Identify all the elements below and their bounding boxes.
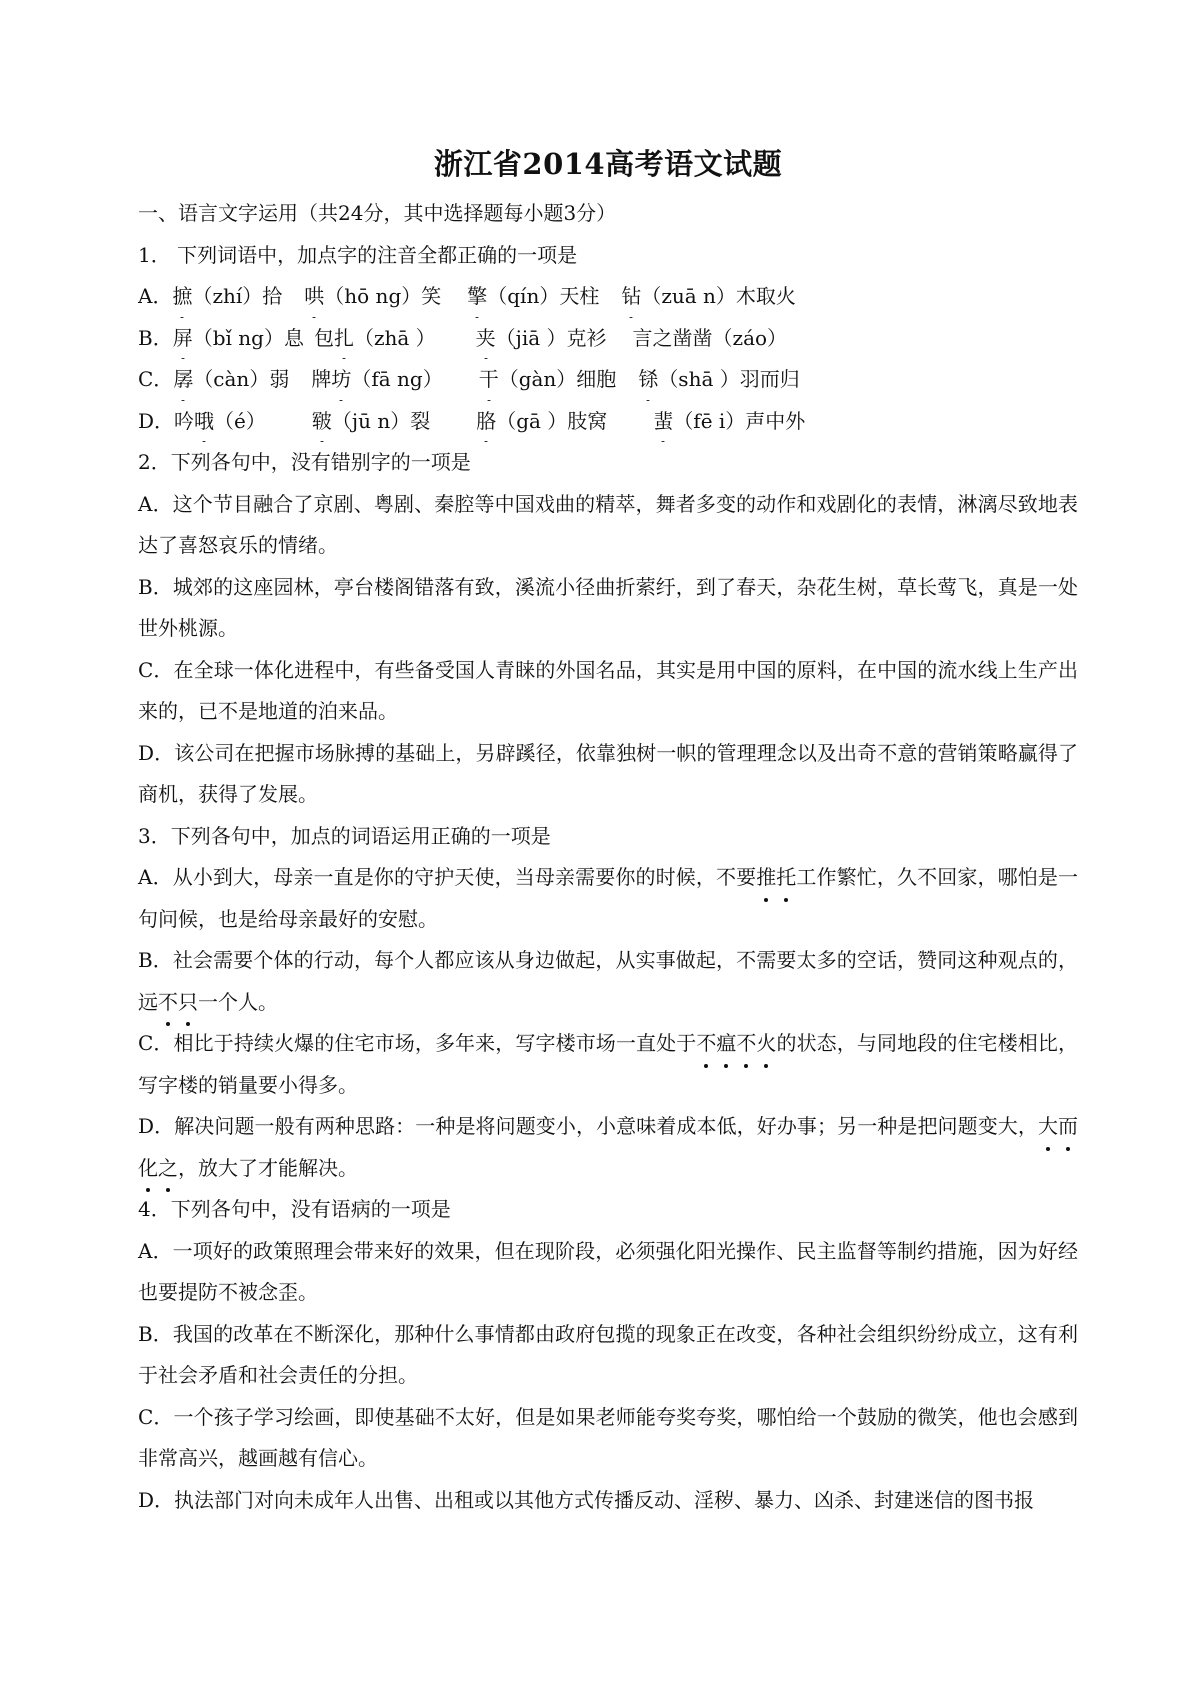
- option-text-pre: D．解决问题一般有两种思路：一种是将问题变小，小意味着成本低，好办事；另一种是把问题变大，: [138, 1114, 1038, 1138]
- dotted-character: 屏: [173, 318, 193, 360]
- dotted-character: 而: [1058, 1106, 1078, 1148]
- dotted-character: 瘟: [716, 1023, 736, 1065]
- dotted-character: 蜚: [653, 401, 673, 443]
- option-label: C．: [138, 367, 174, 391]
- option-item: 包扎（zhā ）: [314, 326, 436, 350]
- dotted-character: 干: [479, 359, 499, 401]
- option-item: 钻（zuā n）木取火: [621, 284, 796, 308]
- dotted-character: 推: [756, 857, 776, 899]
- dotted-character: 大: [1038, 1106, 1058, 1148]
- option-item: 蜚（fē i）声中外: [653, 409, 805, 433]
- dotted-character: 只: [178, 982, 198, 1024]
- page-title: 浙江省2014高考语文试题: [433, 147, 783, 181]
- option-item: 擎（qín）天柱: [467, 284, 599, 308]
- dotted-character: 托: [776, 857, 796, 899]
- dotted-character: 化: [138, 1148, 158, 1190]
- exam-page: [138, 144, 1078, 1521]
- option-item: 孱（càn）弱: [173, 367, 289, 391]
- dotted-character: 扎: [334, 318, 354, 360]
- question-2-option-d: D．该公司在把握市场脉搏的基础上，另辟蹊径，依靠独树一帜的管理理念以及出奇不意的营销策略赢得了商机，获得了发展。: [138, 740, 1078, 806]
- dotted-character: 之: [158, 1148, 178, 1190]
- option-item: 干（gàn）细胞: [479, 367, 617, 391]
- dotted-character: 铩: [638, 359, 658, 401]
- question-4-stem: 4．下列各句中，没有语病的一项是: [138, 1197, 451, 1221]
- question-1-stem: 1． 下列词语中，加点字的注音全都正确的一项是: [138, 242, 578, 267]
- question-1-option-b: [138, 318, 1078, 360]
- dotted-character: 孱: [173, 359, 193, 401]
- option-item: 皲（jū n）裂: [312, 409, 430, 433]
- question-1-option-a: [138, 276, 1078, 318]
- dotted-character: 皲: [312, 401, 332, 443]
- option-label: B．: [138, 325, 173, 350]
- option-item: 哄（hō ng）笑: [304, 284, 441, 308]
- question-3-option-a: [138, 857, 1078, 940]
- section-heading: 一、语言文字运用（共24分，其中选择题每小题3分）: [138, 201, 617, 225]
- question-2-option-b: B．城郊的这座园林，亭台楼阁错落有致，溪流小径曲折萦纡，到了春天，杂花生树，草长莺飞，真是一处世外桃源。: [138, 574, 1078, 640]
- question-3-stem: 3．下列各句中，加点的词语运用正确的一项是: [138, 823, 551, 848]
- dotted-word: [158, 990, 198, 1014]
- question-4-option-d: D．执法部门对向未成年人出售、出租或以其他方式传播反动、淫秽、暴力、凶杀、封建迷信的图书报: [138, 1487, 1035, 1512]
- question-2-stem: 2．下列各句中，没有错别字的一项是: [138, 450, 471, 474]
- question-2-option-a: A．这个节目融合了京剧、粤剧、秦腔等中国戏曲的精萃，舞者多变的动作和戏剧化的表情，淋漓尽致地表达了喜怒哀乐的情绪。: [138, 491, 1078, 557]
- dotted-character: 摭: [172, 276, 192, 318]
- dotted-character: 不: [158, 982, 178, 1024]
- question-2-option-c: C．在全球一体化进程中，有些备受国人青睐的外国名品，其实是用中国的原料，在中国的流水线上生产出来的，已不是地道的泊来品。: [138, 657, 1078, 723]
- question-1-option-c: [138, 359, 1078, 401]
- dotted-word: [696, 1031, 776, 1055]
- question-3-option-c: [138, 1023, 1078, 1106]
- option-item: 夹（jiā ）克衫: [476, 326, 607, 350]
- option-item: 铩（shā ）羽而归: [638, 367, 799, 391]
- dotted-character: 火: [756, 1023, 776, 1065]
- option-text-pre: A．从小到大，母亲一直是你的守护天使，当母亲需要你的时候，不要: [138, 865, 757, 889]
- option-item: 吟哦（é）: [174, 409, 266, 433]
- question-4-option-c: C．一个孩子学习绘画，即使基础不太好，但是如果老师能夸奖夸奖，哪怕给一个鼓励的微笑，他也会感到非常高兴，越画越有信心。: [138, 1404, 1078, 1470]
- question-4-option-a: A．一项好的政策照理会带来好的效果，但在现阶段，必须强化阳光操作、民主监督等制约措施，因为好经也要提防不被念歪。: [138, 1238, 1078, 1304]
- dotted-character: 哦: [194, 401, 214, 443]
- question-1-option-d: [138, 401, 1078, 443]
- question-3-option-b: [138, 940, 1078, 1023]
- option-text-post: 一个人。: [198, 989, 278, 1014]
- dotted-character: 钻: [621, 276, 641, 318]
- option-text-post: 的状态，与同地段的住宅楼相比，写字楼的销量要小得多。: [138, 1031, 1078, 1097]
- option-label: A．: [138, 284, 173, 308]
- dotted-character: 胳: [476, 401, 496, 443]
- option-text-post: 工作繁忙，久不回家，哪怕是一句问候，也是给母亲最好的安慰。: [138, 865, 1078, 931]
- question-3-option-d: [138, 1106, 1078, 1189]
- dotted-character: 不: [696, 1023, 716, 1065]
- option-item: 胳（gā ）肢窝: [476, 409, 607, 433]
- dotted-character: 哄: [304, 276, 324, 318]
- question-4-option-b: B．我国的改革在不断深化，那种什么事情都由政府包揽的现象正在改变，各种社会组织纷纷成立，这有利于社会矛盾和社会责任的分担。: [138, 1321, 1078, 1387]
- dotted-word: [756, 865, 796, 889]
- dotted-character: 夹: [476, 318, 496, 360]
- option-item: 牌坊（fā ng）: [311, 367, 442, 391]
- option-text-post: ，放大了才能解决。: [178, 1155, 358, 1180]
- option-item: 屏（bǐ ng）息: [173, 326, 304, 350]
- dotted-character: 擎: [467, 276, 487, 318]
- option-text-pre: B．社会需要个体的行动，每个人都应该从身边做起，从实事做起，不需要太多的空话，赞同这种观点的，远: [138, 948, 1078, 1014]
- dotted-character: 坊: [331, 359, 351, 401]
- option-item: 摭（zhí）拾: [172, 284, 282, 308]
- option-item: 言之凿凿（záo）: [632, 325, 788, 350]
- dotted-character: 不: [736, 1023, 756, 1065]
- option-label: D．: [138, 408, 175, 433]
- option-text-pre: C．相比于持续火爆的住宅市场，多年来，写字楼市场一直处于: [138, 1031, 697, 1055]
